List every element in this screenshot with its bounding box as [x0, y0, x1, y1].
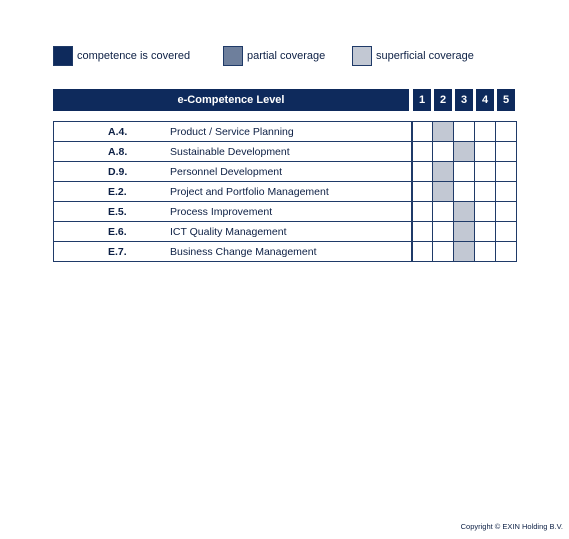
- legend-label-covered: competence is covered: [77, 50, 191, 62]
- competence-cell: [54, 202, 412, 222]
- level-cell-2: [433, 142, 454, 162]
- legend-item-covered: [53, 44, 190, 68]
- table-row: [54, 242, 517, 262]
- competence-name: Personnel Development: [170, 165, 283, 178]
- level-cell-2-superficial: [433, 162, 454, 182]
- competence-code-cell: [54, 146, 138, 158]
- competence-code: A.8.: [108, 145, 128, 158]
- legend-item-superficial: [352, 44, 474, 68]
- level-cell-5: [496, 122, 517, 142]
- level-cell-2: [433, 222, 454, 242]
- copyright-text: Copyright © EXIN Holding B.V.: [460, 522, 563, 531]
- competence-code: E.5.: [108, 205, 127, 218]
- level-cell-1: [412, 142, 433, 162]
- level-cell-4: [475, 222, 496, 242]
- competence-table-body: [54, 122, 517, 262]
- level-cell-1: [412, 122, 433, 142]
- legend-item-partial: [223, 44, 325, 68]
- competence-name: ICT Quality Management: [170, 225, 287, 238]
- header-level-2: 2: [434, 89, 452, 111]
- competence-name: Process Improvement: [170, 205, 273, 218]
- table-row: [54, 202, 517, 222]
- level-cell-1: [412, 222, 433, 242]
- competence-cell-content: [54, 222, 411, 241]
- level-cell-4: [475, 162, 496, 182]
- competence-code-cell: [54, 246, 138, 258]
- competence-cell-content: [54, 142, 411, 161]
- header-level-1: 1: [413, 89, 431, 111]
- competence-name: Business Change Management: [170, 245, 317, 258]
- competence-code: E.6.: [108, 225, 127, 238]
- level-cell-3-superficial: [454, 242, 475, 262]
- table-row: [54, 222, 517, 242]
- level-cell-3: [454, 162, 475, 182]
- competence-cell-content: [54, 202, 411, 221]
- table-header: [53, 89, 515, 111]
- level-cell-4: [475, 242, 496, 262]
- level-cell-1: [412, 242, 433, 262]
- competence-table: [53, 121, 517, 262]
- table-row: [54, 122, 517, 142]
- level-cell-4: [475, 122, 496, 142]
- level-cell-3: [454, 182, 475, 202]
- level-cell-4: [475, 142, 496, 162]
- level-cell-3: [454, 122, 475, 142]
- competence-code-cell: [54, 206, 138, 218]
- competence-code-cell: [54, 166, 138, 178]
- competence-code: E.7.: [108, 245, 127, 258]
- competence-cell: [54, 242, 412, 262]
- competence-cell: [54, 162, 412, 182]
- level-cell-5: [496, 242, 517, 262]
- competence-name: Project and Portfolio Management: [170, 185, 329, 198]
- level-cell-2: [433, 202, 454, 222]
- competence-code: E.2.: [108, 185, 127, 198]
- table-row: [54, 182, 517, 202]
- table-row: [54, 142, 517, 162]
- level-cell-5: [496, 202, 517, 222]
- header-level-3: 3: [455, 89, 473, 111]
- level-cell-2-superficial: [433, 122, 454, 142]
- competence-code-cell: [54, 226, 138, 238]
- level-cell-4: [475, 182, 496, 202]
- level-cell-5: [496, 182, 517, 202]
- competence-cell-content: [54, 122, 411, 141]
- level-cell-3-superficial: [454, 222, 475, 242]
- header-level-5: 5: [497, 89, 515, 111]
- level-cell-2: [433, 242, 454, 262]
- header-level-4: 4: [476, 89, 494, 111]
- level-cell-1: [412, 202, 433, 222]
- legend-label-partial: partial coverage: [247, 50, 326, 62]
- competence-cell-content: [54, 242, 411, 261]
- header-title: e-Competence Level: [53, 89, 409, 111]
- legend-swatch-covered: [53, 46, 73, 66]
- competence-cell-content: [54, 182, 411, 201]
- level-cell-1: [412, 162, 433, 182]
- competence-name: Sustainable Development: [170, 145, 290, 158]
- competence-code: A.4.: [108, 125, 128, 138]
- competence-code-cell: [54, 126, 138, 138]
- competence-cell-content: [54, 162, 411, 181]
- competence-code: D.9.: [108, 165, 128, 178]
- table-row: [54, 162, 517, 182]
- competence-name: Product / Service Planning: [170, 125, 294, 138]
- legend-swatch-partial: [223, 46, 243, 66]
- competence-cell: [54, 142, 412, 162]
- level-cell-4: [475, 202, 496, 222]
- level-cell-5: [496, 162, 517, 182]
- level-cell-3-superficial: [454, 202, 475, 222]
- legend: [53, 44, 533, 70]
- level-cell-5: [496, 142, 517, 162]
- level-cell-5: [496, 222, 517, 242]
- level-cell-2-superficial: [433, 182, 454, 202]
- competence-cell: [54, 182, 412, 202]
- competence-code-cell: [54, 186, 138, 198]
- competence-cell: [54, 222, 412, 242]
- competence-cell: [54, 122, 412, 142]
- level-cell-1: [412, 182, 433, 202]
- legend-swatch-superficial: [352, 46, 372, 66]
- level-cell-3-superficial: [454, 142, 475, 162]
- legend-label-superficial: superficial coverage: [376, 50, 474, 62]
